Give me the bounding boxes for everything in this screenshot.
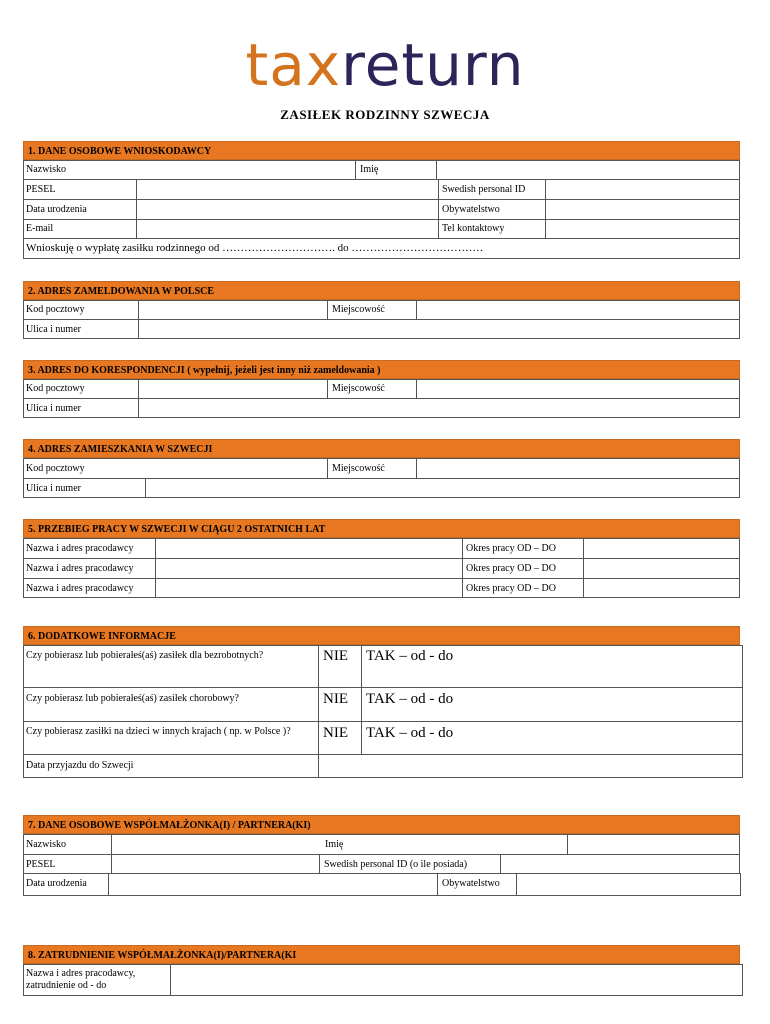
- question-bezrobotni: Czy pobierasz lub pobierałeś(aś) zasiłek dla bezrobotnych?: [26, 650, 264, 661]
- answer-tak-1: TAK – od - do: [366, 648, 454, 664]
- label-data-urodzenia-partner: Data urodzenia: [26, 878, 87, 889]
- label-data-urodzenia: Data urodzenia: [26, 204, 87, 215]
- row-divider: [23, 319, 740, 320]
- label-imie: Imię: [360, 164, 379, 175]
- answer-nie-2: NIE: [323, 691, 348, 707]
- col-divider: [416, 300, 417, 319]
- col-divider: [545, 179, 546, 238]
- label-pracodawca-2: Nazwa i adres pracodawcy: [26, 563, 134, 574]
- answer-tak-2: TAK – od - do: [366, 691, 454, 707]
- row-divider: [23, 398, 740, 399]
- label-miejscowosc: Miejscowość: [332, 304, 385, 315]
- section-7-table-bottom: [23, 873, 741, 896]
- page-title: ZASIŁEK RODZINNY SZWECJA: [280, 107, 490, 122]
- row-divider: [23, 721, 743, 722]
- row-divider: [23, 179, 740, 180]
- col-divider: [327, 300, 328, 319]
- section-8-header: 8. ZATRUDNIENIE WSPÓŁMAŁŻONKA(I)/PARTNERA(KI: [23, 945, 740, 964]
- label-okres-2: Okres pracy OD – DO: [466, 563, 556, 574]
- col-divider: [436, 160, 437, 179]
- col-divider: [567, 834, 568, 854]
- wniosek-text: Wnioskuję o wypłatę zasiłku rodzinnego od …………………………. do ………………………………: [26, 242, 484, 254]
- row-divider: [23, 578, 740, 579]
- answer-tak-3: TAK – od - do: [366, 725, 454, 741]
- col-divider: [327, 379, 328, 398]
- col-divider: [437, 873, 438, 896]
- col-divider: [319, 854, 320, 874]
- label-tel: Tel kontaktowy: [442, 223, 505, 234]
- col-divider: [516, 873, 517, 896]
- row-divider: [23, 478, 740, 479]
- col-divider: [138, 300, 139, 339]
- col-divider: [583, 538, 584, 598]
- label-miejscowosc: Miejscowość: [332, 383, 385, 394]
- label-kod: Kod pocztowy: [26, 304, 85, 315]
- label-pracodawca-partner: Nazwa i adres pracodawcy, zatrudnienie od - do: [26, 968, 136, 991]
- label-kod: Kod pocztowy: [26, 383, 85, 394]
- col-divider: [355, 160, 356, 179]
- label-obywatelstwo: Obywatelstwo: [442, 204, 500, 215]
- label-pracodawca-1: Nazwa i adres pracodawcy: [26, 543, 134, 554]
- section-6-table: [23, 645, 743, 778]
- col-divider: [136, 179, 137, 238]
- taxreturn-logo: [0, 30, 770, 100]
- label-ulica: Ulica i numer: [26, 403, 81, 414]
- label-nazwisko: Nazwisko: [26, 164, 66, 175]
- row-divider: [23, 687, 743, 688]
- label-pracodawca-3: Nazwa i adres pracodawcy: [26, 583, 134, 594]
- label-obywatelstwo-partner: Obywatelstwo: [442, 878, 500, 889]
- col-divider: [416, 379, 417, 398]
- section-7-header: 7. DANE OSOBOWE WSPÓŁMAŁŻONKA(I) / PARTNERA(KI): [23, 815, 740, 834]
- col-divider: [155, 538, 156, 598]
- col-divider: [108, 873, 109, 896]
- section-6-header: 6. DODATKOWE INFORMACJE: [23, 626, 740, 645]
- col-divider: [145, 478, 146, 498]
- label-nazwisko-partner: Nazwisko: [26, 839, 66, 850]
- col-divider: [361, 645, 362, 754]
- col-divider: [438, 179, 439, 238]
- label-kod: Kod pocztowy: [26, 463, 85, 474]
- row-divider: [23, 199, 740, 200]
- col-divider: [111, 834, 112, 874]
- answer-nie-1: NIE: [323, 648, 348, 664]
- question-chorobowy: Czy pobierasz lub pobierałeś(aś) zasiłek chorobowy?: [26, 693, 239, 704]
- col-divider: [462, 538, 463, 598]
- row-divider: [23, 238, 740, 239]
- label-swedish-id-partner: Swedish personal ID (o ile posiada): [324, 859, 468, 870]
- label-email: E-mail: [26, 223, 54, 234]
- logo-return: return: [341, 31, 525, 99]
- question-zasilki-dzieci: Czy pobierasz zasiłki na dzieci w innych krajach ( np. w Polsce )?: [26, 726, 291, 737]
- label-okres-3: Okres pracy OD – DO: [466, 583, 556, 594]
- label-okres-1: Okres pracy OD – DO: [466, 543, 556, 554]
- logo-tax: tax: [245, 31, 342, 99]
- col-divider: [318, 645, 319, 778]
- row-divider: [23, 854, 740, 855]
- answer-nie-3: NIE: [323, 725, 348, 741]
- col-divider: [170, 964, 171, 996]
- row-divider: [23, 558, 740, 559]
- label-data-przyjazdu: Data przyjazdu do Szwecji: [26, 760, 134, 771]
- section-5-header: 5. PRZEBIEG PRACY W SZWECJI W CIĄGU 2 OSTATNICH LAT: [23, 519, 740, 538]
- section-2-header: 2. ADRES ZAMELDOWANIA W POLSCE: [23, 281, 740, 300]
- col-divider: [416, 458, 417, 478]
- label-pesel-partner: PESEL: [26, 859, 56, 870]
- label-ulica: Ulica i numer: [26, 483, 81, 494]
- section-3-header: 3. ADRES DO KORESPONDENCJI ( wypełnij, jeżeli jest inny niż zameldowania ): [23, 360, 740, 379]
- section-4-header: 4. ADRES ZAMIESZKANIA W SZWECJI: [23, 439, 740, 458]
- section-1-header: 1. DANE OSOBOWE WNIOSKODAWCY: [23, 141, 740, 160]
- row-divider: [23, 219, 740, 220]
- label-miejscowosc: Miejscowość: [332, 463, 385, 474]
- row-divider: [23, 754, 743, 755]
- col-divider: [500, 854, 501, 874]
- label-pesel: PESEL: [26, 184, 56, 195]
- label-imie-partner: Imię: [325, 839, 344, 850]
- col-divider: [138, 379, 139, 418]
- label-ulica: Ulica i numer: [26, 324, 81, 335]
- label-swedish-id: Swedish personal ID: [442, 184, 526, 195]
- col-divider: [327, 458, 328, 478]
